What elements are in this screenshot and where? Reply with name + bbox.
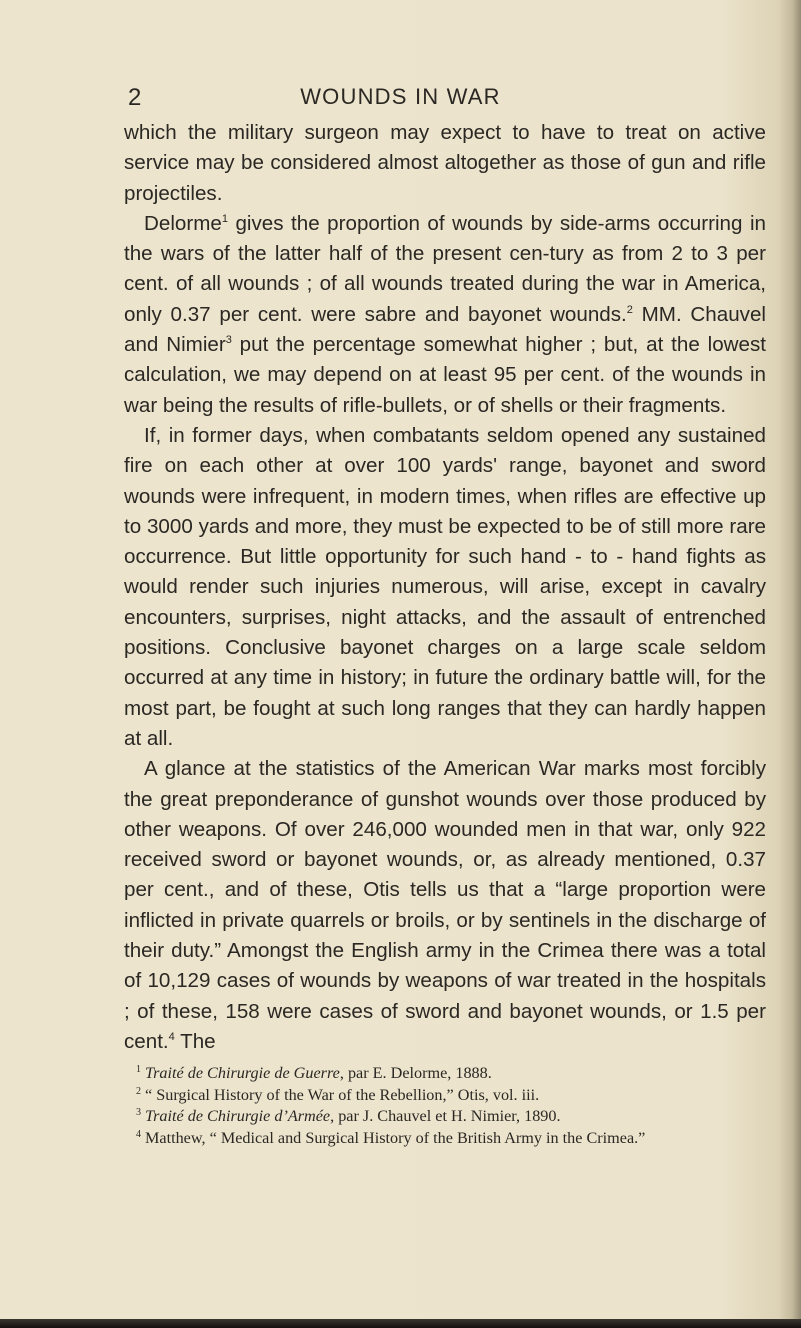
footnote-ref-4: 4 xyxy=(168,1030,175,1043)
paragraph-2 xyxy=(124,209,766,421)
footnote-text: “ Surgical History of the War of the Rebellion,” Otis, vol. iii. xyxy=(145,1085,540,1104)
footnote-ref-1: 1 xyxy=(221,212,228,225)
footnote-3 xyxy=(124,1106,766,1128)
footnote-number: 2 xyxy=(136,1085,141,1097)
page-number: 2 xyxy=(128,84,142,111)
paragraph-2-part-b: gives the proportion of wounds by side-arms occurring in the wars of the latter half of the present cen-tury as from 2 to 3 per cent. of all wounds ; of all wounds treated during the war in America, only 0.37 per cent. were sabre and bayonet wounds. xyxy=(124,211,766,326)
footnote-text: , par E. Delorme, 1888. xyxy=(339,1064,492,1082)
footnote-number: 4 xyxy=(136,1128,141,1140)
body-text xyxy=(124,118,766,1057)
footnote-ref-3: 3 xyxy=(225,334,232,347)
footnote-4 xyxy=(124,1128,766,1150)
footnote-ref-2: 2 xyxy=(626,303,633,316)
paragraph-1: which the military surgeon may expect to have to treat on active service may be considered almost altogether as those of gun and rifle projectiles. xyxy=(124,121,766,205)
footnote-text: Matthew, “ Medical and Surgical History of the British Army in the Crimea.” xyxy=(145,1128,646,1147)
paragraph-3: If, in former days, when combatants seldom opened any sustained fire on each other at over 100 yards' range, bayonet and sword wounds were infrequent, in modern times, when rifles are effective up to 3000 yards and more, they must be expected to be of still more rare occurrence. But little opportunity for such hand - to - hand fights as would render such injuries numerous, will arise, except in cavalry encounters, surprises, night attacks, and the assault of entrenched positions. Conclusive bayonet charges on a large scale seldom occurred at any time in history; in future the ordinary battle will, for the most part, be fought at such long ranges that they can hardly happen at all. xyxy=(124,423,766,750)
footnote-2 xyxy=(124,1085,766,1107)
footnote-number: 1 xyxy=(136,1064,141,1075)
footnote-1 xyxy=(124,1063,766,1085)
footnote-text: , par J. Chauvel et H. Nimier, 1890. xyxy=(330,1107,561,1125)
scan-bottom-edge xyxy=(0,1319,801,1328)
footnotes xyxy=(124,1063,766,1149)
page-header xyxy=(0,84,801,114)
footnote-title: Traité de Chirurgie de Guerre xyxy=(145,1064,340,1082)
paragraph-4-part-b: The xyxy=(174,1029,216,1053)
paragraph-4-part-a: A glance at the statistics of the American War marks most forcibly the great preponderance of gunshot wounds over those produced by other weapons. Of over 246,000 wounded men in that war, only 922 received sword or bayonet wounds, or, as already mentioned, 0.37 per cent., and of these, Otis tells us that a “large proportion were inflicted in private quarrels or broils, or by sentinels in the discharge of their duty.” Amongst the English army in the Crimea there was a total of 10,129 cases of wounds by weapons of war treated in the hospitals ; of these, 158 were cases of sword and bayonet wounds, or 1.5 per cent. xyxy=(124,757,766,1053)
running-title: WOUNDS IN WAR xyxy=(300,84,501,109)
paragraph-2-part-a: Delorme xyxy=(144,211,222,235)
footnote-number: 3 xyxy=(136,1107,141,1118)
page-edge-shadow xyxy=(779,0,801,1328)
footnote-title: Traité de Chirurgie d’Armée xyxy=(145,1107,331,1125)
paragraph-2-part-d: put the percentage somewhat higher ; but, at the lowest calculation, we may depend on at least 95 per cent. of the wounds in war being the results of rifle-bullets, or of shells or their fragments. xyxy=(124,333,766,417)
paragraph-2-part-c: MM. Chauvel and Nimier xyxy=(124,302,766,357)
paragraph-4 xyxy=(124,754,766,1057)
